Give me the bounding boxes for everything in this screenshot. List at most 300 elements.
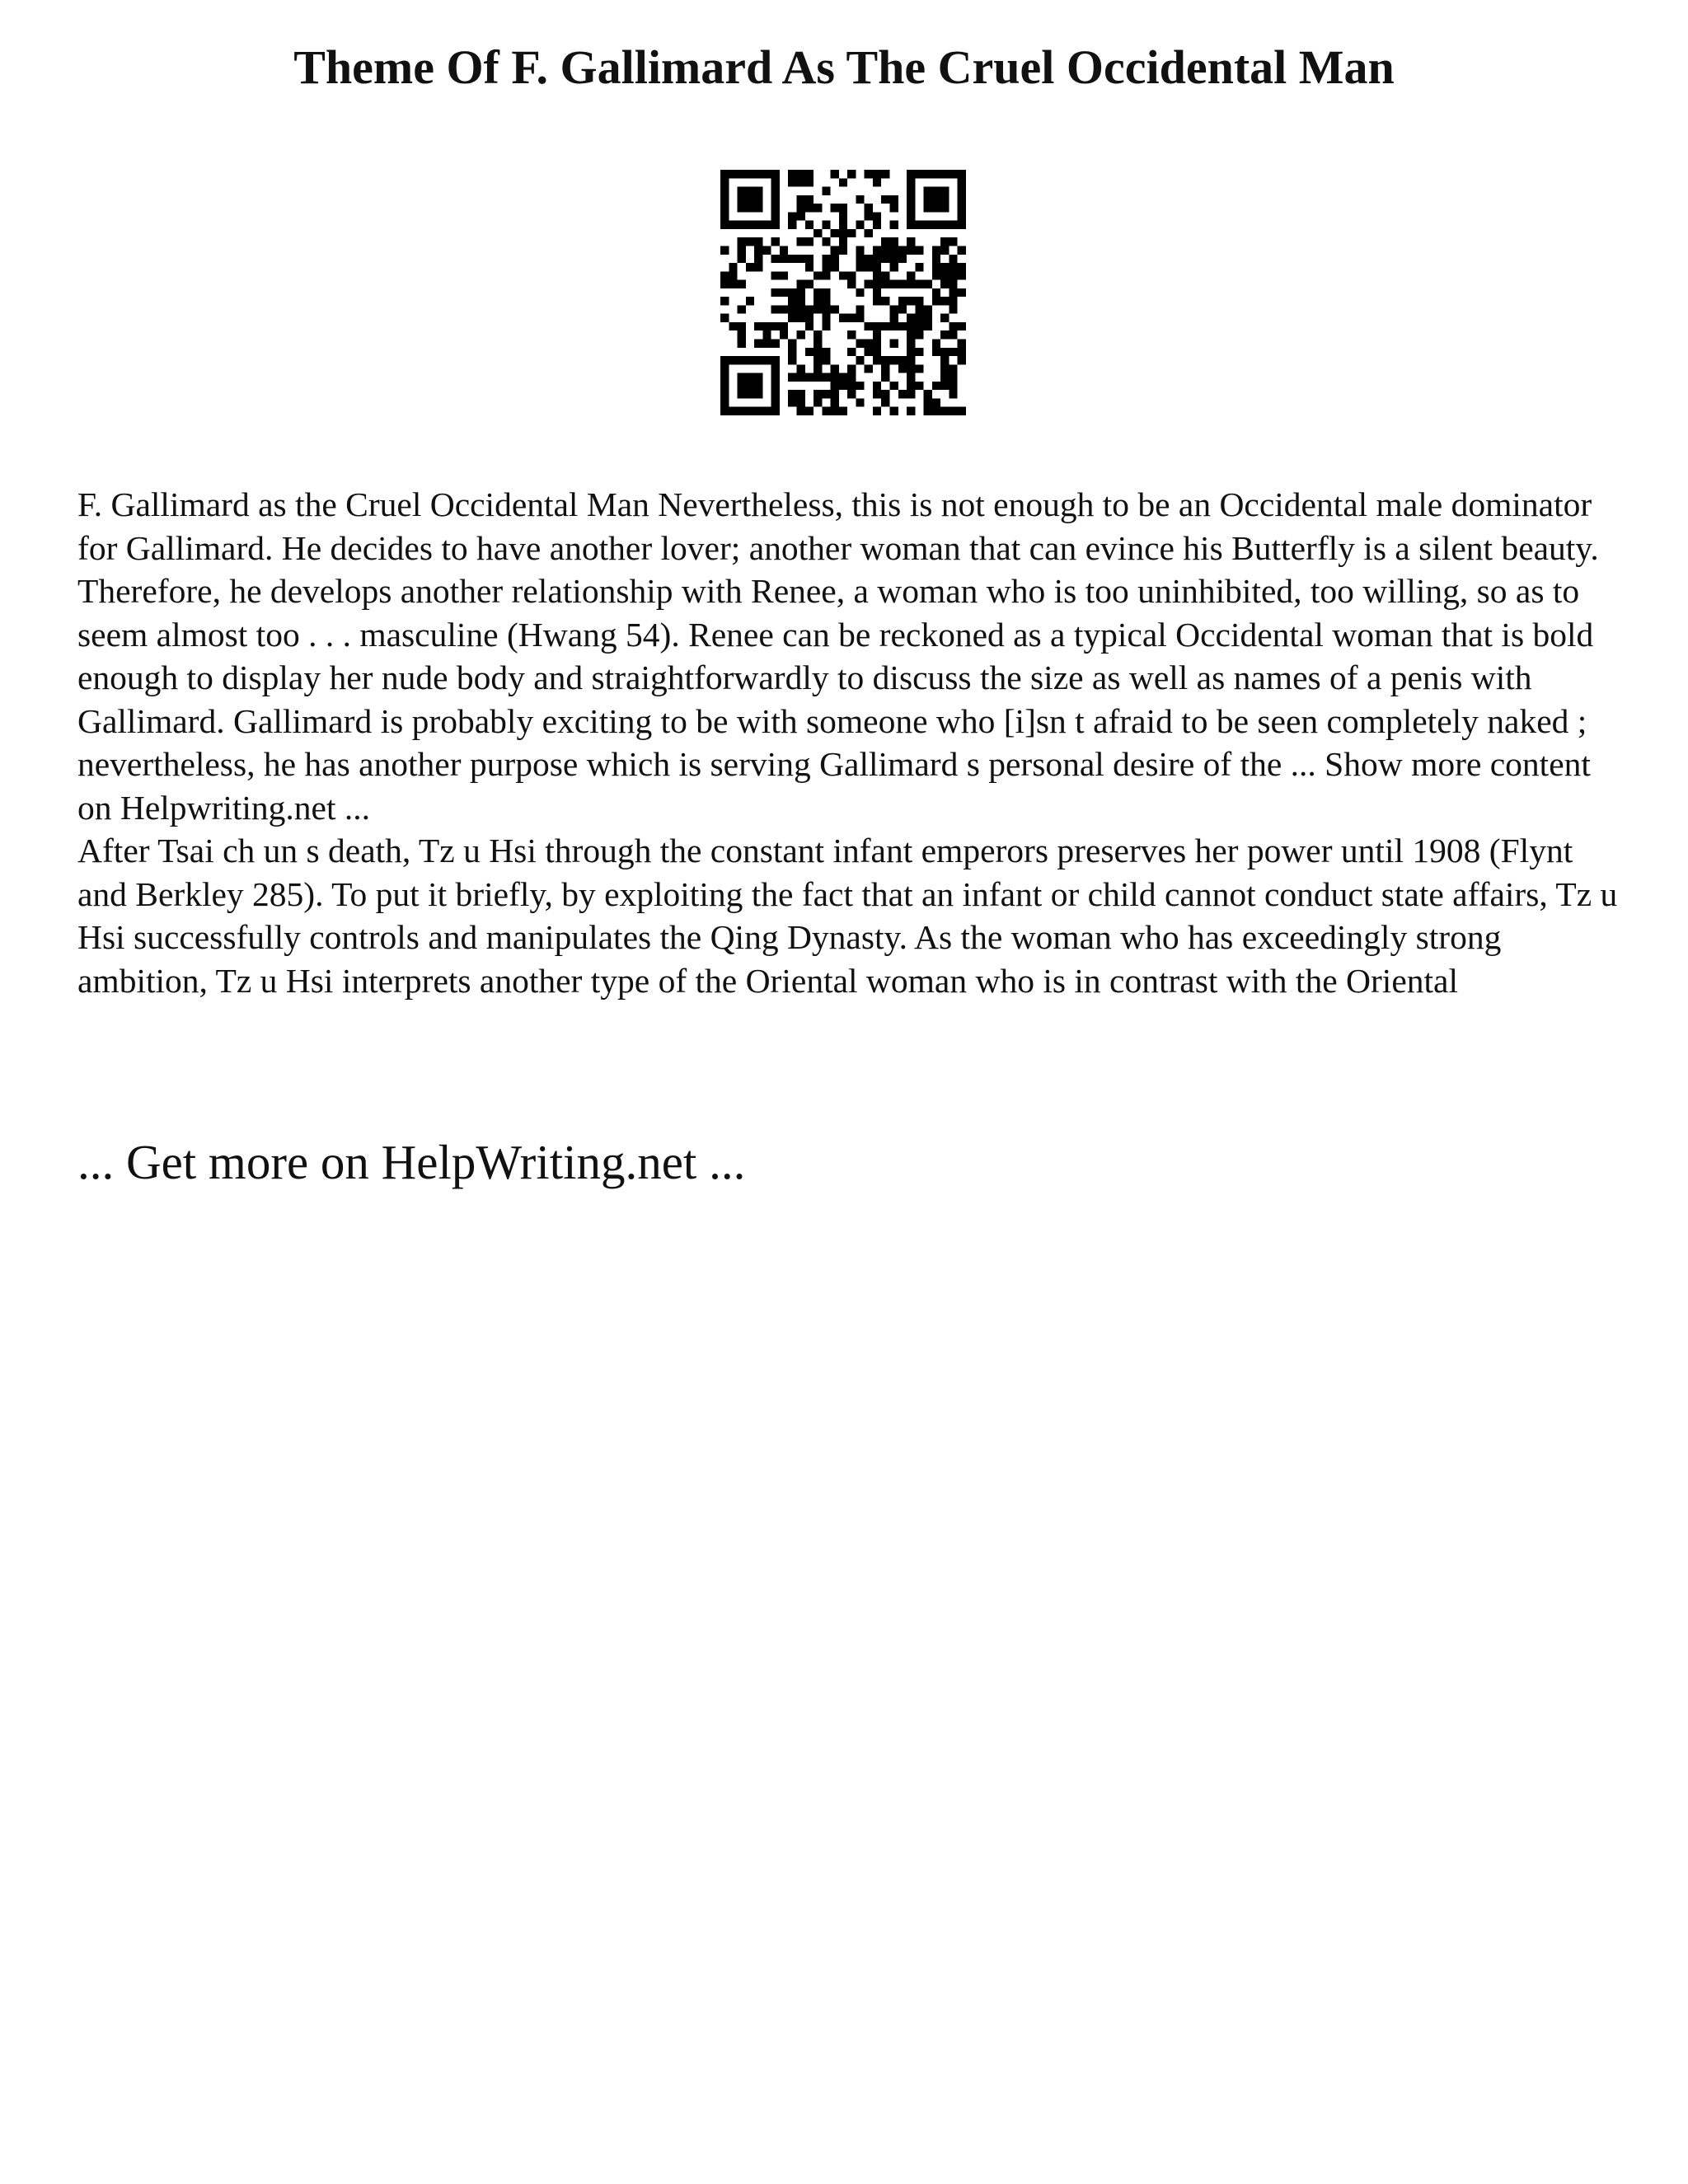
qr-module	[940, 237, 949, 246]
page-title: Theme Of F. Gallimard As The Cruel Occidental Man	[293, 40, 1395, 94]
qr-module	[890, 221, 898, 229]
qr-module	[932, 398, 940, 406]
qr-module	[729, 221, 737, 229]
qr-module	[847, 229, 856, 237]
qr-module	[738, 187, 746, 195]
qr-module	[771, 221, 780, 229]
qr-module	[831, 255, 839, 263]
qr-module	[796, 280, 804, 288]
qr-module	[839, 246, 847, 254]
qr-module	[814, 398, 822, 406]
qr-module	[865, 229, 873, 237]
qr-module	[847, 330, 856, 339]
qr-module	[949, 170, 957, 178]
qr-module	[805, 237, 814, 246]
qr-module	[738, 195, 746, 204]
qr-module	[940, 221, 949, 229]
qr-module	[898, 356, 907, 364]
qr-module	[831, 305, 839, 313]
qr-module	[932, 221, 940, 229]
qr-module	[746, 263, 754, 271]
qr-module	[822, 263, 830, 271]
qr-module	[754, 170, 762, 178]
qr-module	[856, 314, 864, 322]
qr-module	[822, 407, 830, 415]
qr-module	[839, 212, 847, 220]
qr-module	[754, 373, 762, 382]
qr-module	[915, 280, 923, 288]
qr-module	[822, 322, 830, 330]
qr-module	[814, 288, 822, 297]
qr-module	[771, 398, 780, 406]
qr-module	[822, 221, 830, 229]
qr-module	[958, 170, 966, 178]
qr-module	[796, 314, 804, 322]
qr-module	[831, 407, 839, 415]
qr-module	[805, 263, 814, 271]
qr-module	[780, 271, 788, 279]
qr-module	[924, 305, 932, 313]
qr-module	[873, 382, 881, 390]
qr-module	[865, 364, 873, 373]
qr-module	[881, 297, 889, 305]
get-more-link[interactable]: ... Get more on HelpWriting.net ...	[77, 1135, 746, 1189]
qr-module	[831, 246, 839, 254]
qr-module	[796, 212, 804, 220]
qr-module	[788, 212, 796, 220]
qr-module	[847, 280, 856, 288]
qr-module	[805, 170, 814, 178]
qr-module	[771, 390, 780, 398]
qr-module	[907, 297, 915, 305]
qr-module	[720, 178, 729, 186]
qr-module	[754, 204, 762, 212]
qr-module	[881, 356, 889, 364]
qr-module	[814, 390, 822, 398]
qr-module	[856, 263, 864, 271]
qr-module	[915, 221, 923, 229]
qr-module	[865, 280, 873, 288]
qr-module	[924, 390, 932, 398]
qr-module	[762, 221, 771, 229]
qr-module	[924, 280, 932, 288]
qr-module	[898, 280, 907, 288]
qr-module	[796, 330, 804, 339]
qr-module	[762, 322, 771, 330]
qr-module	[924, 170, 932, 178]
qr-module	[754, 407, 762, 415]
qr-module	[805, 280, 814, 288]
qr-module	[949, 280, 957, 288]
qr-module	[890, 356, 898, 364]
qr-module	[796, 390, 804, 398]
qr-module	[873, 263, 881, 271]
qr-module	[796, 170, 804, 178]
qr-module	[915, 305, 923, 313]
qr-module	[949, 407, 957, 415]
qr-module	[720, 212, 729, 220]
qr-module	[958, 195, 966, 204]
qr-module	[940, 187, 949, 195]
qr-module	[831, 229, 839, 237]
qr-module	[958, 271, 966, 279]
qr-module	[738, 340, 746, 348]
qr-module	[746, 390, 754, 398]
qr-module	[796, 305, 804, 313]
qr-module	[771, 407, 780, 415]
qr-module	[949, 221, 957, 229]
qr-module	[881, 195, 889, 204]
qr-module	[907, 237, 915, 246]
qr-module	[907, 382, 915, 390]
qr-module	[822, 271, 830, 279]
qr-module	[873, 280, 881, 288]
qr-module	[822, 348, 830, 356]
qr-module	[796, 398, 804, 406]
qr-module	[907, 221, 915, 229]
qr-module	[720, 373, 729, 382]
qr-module	[890, 255, 898, 263]
qr-module	[746, 297, 754, 305]
qr-module	[865, 204, 873, 212]
qr-module	[940, 297, 949, 305]
qr-module	[940, 170, 949, 178]
qr-module	[839, 204, 847, 212]
qr-module	[915, 263, 923, 271]
qr-module	[805, 195, 814, 204]
qr-module	[788, 398, 796, 406]
qr-module	[856, 255, 864, 263]
qr-module	[890, 204, 898, 212]
qr-module	[865, 212, 873, 220]
qr-module	[907, 178, 915, 186]
qr-module	[729, 280, 737, 288]
qr-module	[873, 288, 881, 297]
qr-module	[762, 170, 771, 178]
qr-module	[890, 246, 898, 254]
qr-module	[738, 330, 746, 339]
qr-module	[958, 322, 966, 330]
qr-module	[932, 271, 940, 279]
qr-module	[881, 271, 889, 279]
qr-module	[805, 322, 814, 330]
qr-module	[796, 237, 804, 246]
qr-module	[762, 330, 771, 339]
qr-module	[932, 382, 940, 390]
qr-module	[814, 271, 822, 279]
qr-module	[720, 356, 729, 364]
qr-module	[796, 178, 804, 186]
qr-module	[907, 187, 915, 195]
qr-module	[856, 288, 864, 297]
qr-module	[873, 255, 881, 263]
qr-module	[847, 373, 856, 382]
qr-module	[915, 364, 923, 373]
qr-module	[890, 382, 898, 390]
qr-module	[746, 407, 754, 415]
qr-module	[831, 204, 839, 212]
qr-module	[771, 187, 780, 195]
qr-module	[720, 221, 729, 229]
qr-module	[788, 178, 796, 186]
qr-module	[932, 340, 940, 348]
qr-module	[949, 348, 957, 356]
qr-module	[720, 390, 729, 398]
qr-module	[796, 297, 804, 305]
qr-module	[890, 340, 898, 348]
qr-module	[788, 356, 796, 364]
qr-module	[754, 237, 762, 246]
qr-module	[738, 170, 746, 178]
qr-module	[729, 322, 737, 330]
qr-module	[958, 204, 966, 212]
qr-module	[924, 407, 932, 415]
qr-module	[814, 356, 822, 364]
qr-module	[847, 348, 856, 356]
qr-module	[831, 382, 839, 390]
qr-module	[762, 407, 771, 415]
qr-module	[907, 407, 915, 415]
qr-module	[940, 271, 949, 279]
qr-module	[839, 382, 847, 390]
qr-module	[924, 322, 932, 330]
qr-module	[738, 373, 746, 382]
qr-module	[771, 382, 780, 390]
qr-module	[924, 195, 932, 204]
qr-module	[754, 263, 762, 271]
qr-module	[907, 204, 915, 212]
qr-module	[805, 305, 814, 313]
qr-module	[881, 170, 889, 178]
qr-module	[915, 382, 923, 390]
qr-module	[831, 364, 839, 373]
qr-module	[949, 373, 957, 382]
qr-module	[771, 178, 780, 186]
qr-module	[762, 356, 771, 364]
qr-module	[949, 288, 957, 297]
qr-module	[890, 280, 898, 288]
qr-module	[839, 221, 847, 229]
qr-module	[958, 340, 966, 348]
qr-module	[754, 356, 762, 364]
qr-module	[924, 314, 932, 322]
qr-module	[847, 390, 856, 398]
qr-module	[873, 271, 881, 279]
qr-module	[915, 322, 923, 330]
qr-module	[865, 255, 873, 263]
qr-module	[796, 364, 804, 373]
qr-module	[839, 229, 847, 237]
qr-module	[729, 407, 737, 415]
qr-module	[831, 398, 839, 406]
qr-module	[762, 340, 771, 348]
qr-module	[898, 246, 907, 254]
qr-module	[754, 382, 762, 390]
qr-code-icon	[720, 170, 966, 415]
qr-module	[746, 382, 754, 390]
qr-module	[873, 390, 881, 398]
qr-module	[771, 288, 780, 297]
qr-module	[720, 271, 729, 279]
qr-module	[720, 407, 729, 415]
qr-module	[873, 178, 881, 186]
qr-module	[949, 305, 957, 313]
qr-module	[738, 382, 746, 390]
qr-module	[856, 398, 864, 406]
qr-module	[890, 407, 898, 415]
qr-module	[865, 170, 873, 178]
qr-module	[958, 288, 966, 297]
qr-module	[907, 356, 915, 364]
qr-module	[822, 314, 830, 322]
qr-module	[924, 204, 932, 212]
qr-module	[805, 204, 814, 212]
qr-module	[780, 330, 788, 339]
qr-module	[890, 195, 898, 204]
qr-module	[771, 170, 780, 178]
qr-module	[932, 407, 940, 415]
qr-module	[720, 382, 729, 390]
qr-module	[907, 364, 915, 373]
qr-module	[771, 356, 780, 364]
qr-module	[940, 356, 949, 364]
qr-module	[822, 288, 830, 297]
qr-module	[720, 280, 729, 288]
qr-module	[924, 221, 932, 229]
qr-module	[856, 356, 864, 364]
qr-module	[839, 271, 847, 279]
qr-module	[915, 170, 923, 178]
qr-module	[788, 340, 796, 348]
qr-module	[729, 263, 737, 271]
qr-module	[754, 246, 762, 254]
qr-module	[915, 348, 923, 356]
qr-module	[898, 305, 907, 313]
qr-module	[754, 221, 762, 229]
qr-module	[746, 187, 754, 195]
qr-module	[788, 314, 796, 322]
qr-module	[958, 178, 966, 186]
qr-module	[949, 382, 957, 390]
qr-module	[940, 407, 949, 415]
qr-module	[738, 246, 746, 254]
qr-module	[746, 373, 754, 382]
qr-module	[856, 382, 864, 390]
qr-module	[881, 373, 889, 382]
qr-module	[958, 407, 966, 415]
qr-module	[771, 305, 780, 313]
qr-module	[738, 255, 746, 263]
qr-module	[949, 263, 957, 271]
qr-module	[720, 204, 729, 212]
qr-module	[856, 221, 864, 229]
qr-module	[822, 187, 830, 195]
qr-module	[754, 195, 762, 204]
qr-module	[949, 297, 957, 305]
qr-module	[932, 288, 940, 297]
qr-module	[762, 246, 771, 254]
qr-module	[865, 348, 873, 356]
qr-module	[873, 212, 881, 220]
qr-module	[720, 314, 729, 322]
qr-module	[924, 398, 932, 406]
qr-module	[847, 271, 856, 279]
qr-module	[949, 271, 957, 279]
qr-module	[822, 237, 830, 246]
qr-module	[796, 204, 804, 212]
qr-module	[940, 280, 949, 288]
qr-module	[890, 322, 898, 330]
qr-module	[907, 212, 915, 220]
qr-module	[890, 305, 898, 313]
qr-module	[898, 322, 907, 330]
qr-module	[720, 246, 729, 254]
qr-module	[805, 314, 814, 322]
qr-module	[771, 212, 780, 220]
qr-module	[958, 356, 966, 364]
qr-module	[720, 398, 729, 406]
qr-module	[720, 187, 729, 195]
qr-module	[839, 178, 847, 186]
qr-module	[949, 330, 957, 339]
qr-module	[831, 390, 839, 398]
qr-module	[949, 390, 957, 398]
qr-module	[805, 255, 814, 263]
qr-module	[831, 373, 839, 382]
qr-module	[771, 364, 780, 373]
qr-module	[788, 288, 796, 297]
qr-module	[856, 305, 864, 313]
qr-module	[940, 314, 949, 322]
qr-module	[915, 297, 923, 305]
qr-module	[958, 263, 966, 271]
qr-module	[890, 237, 898, 246]
qr-module	[898, 255, 907, 263]
qr-module	[729, 356, 737, 364]
qr-module	[958, 187, 966, 195]
qr-module	[771, 340, 780, 348]
qr-module	[898, 390, 907, 398]
qr-module	[940, 263, 949, 271]
qr-module	[771, 195, 780, 204]
qr-module	[746, 221, 754, 229]
qr-module	[822, 356, 830, 364]
article-body	[77, 483, 1627, 1002]
qr-module	[881, 364, 889, 373]
qr-module	[780, 255, 788, 263]
qr-module	[771, 271, 780, 279]
qr-module	[907, 348, 915, 356]
qr-module	[839, 373, 847, 382]
qr-module	[780, 246, 788, 254]
qr-module	[738, 221, 746, 229]
qr-module	[839, 407, 847, 415]
qr-module	[847, 314, 856, 322]
qr-module	[881, 237, 889, 246]
qr-module	[805, 221, 814, 229]
qr-module	[822, 305, 830, 313]
qr-module	[788, 373, 796, 382]
qr-module	[873, 297, 881, 305]
qr-module	[949, 364, 957, 373]
qr-module	[771, 373, 780, 382]
qr-module	[814, 229, 822, 237]
qr-module	[814, 364, 822, 373]
qr-module	[873, 340, 881, 348]
qr-module	[907, 246, 915, 254]
qr-module	[958, 221, 966, 229]
qr-module	[856, 246, 864, 254]
